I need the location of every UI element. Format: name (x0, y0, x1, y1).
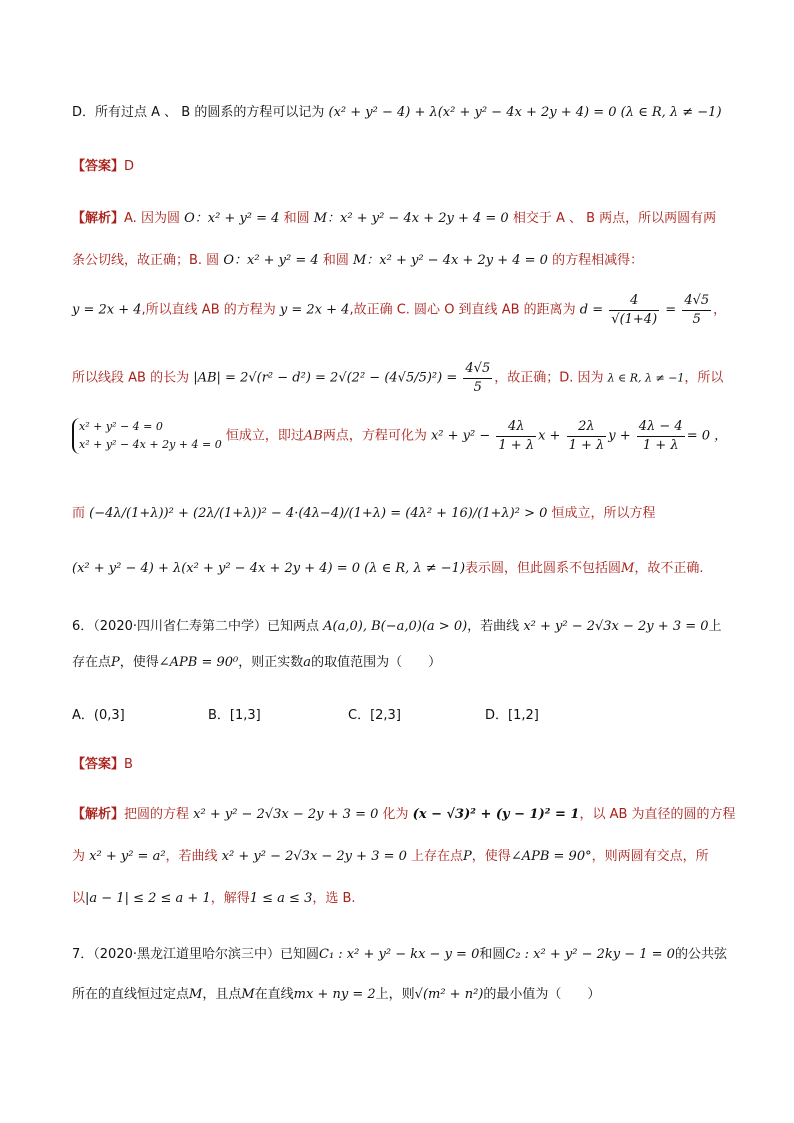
fraction (609, 292, 659, 328)
analysis-2-line-2 (72, 848, 734, 866)
math-run: |AB| = 2√(r² − d²) = 2√(2² − (4√5/5)²) = (193, 370, 458, 386)
numerator: 4√5 (682, 292, 711, 311)
fraction (637, 418, 685, 454)
analysis-1-line-7 (72, 560, 734, 578)
analysis-1-line-4 (72, 360, 734, 396)
analysis-1-line-5 (72, 418, 734, 454)
answer-tag: 【答案】 (72, 159, 125, 174)
question-7-line-2 (72, 986, 734, 1004)
text-run: ，则两圆有交点，所 (591, 849, 709, 864)
text-run: ，所以 (684, 370, 724, 386)
option-c: C．[2,3] (348, 708, 401, 723)
denominator: 5 (692, 311, 701, 327)
fraction (567, 418, 607, 454)
fraction (682, 292, 711, 328)
numerator: 4√5 (463, 360, 492, 379)
denominator: 5 (473, 379, 482, 395)
text-run: 的方程相减得： (552, 253, 644, 268)
question-6-line-1 (72, 618, 734, 636)
math-run: P (463, 849, 472, 864)
math-run: = (665, 302, 677, 318)
analysis-1-line-1 (72, 210, 734, 228)
math-run: y = 2x + 4 (279, 302, 350, 318)
text-run: 恒成立，即过 (225, 428, 304, 444)
text-run: ，故不正确. (634, 561, 704, 576)
text-run: 两点，方程可化为 (322, 428, 427, 444)
text-run: ，解得 (210, 891, 250, 906)
text-run: 的最小值为（ ） (483, 987, 601, 1002)
text-run: 6．（2020·四川省仁寿第二中学）已知两点 (72, 619, 319, 634)
math-run: y + (608, 428, 631, 444)
numerator: 2λ (567, 418, 607, 437)
text-run: 化为 (382, 807, 409, 822)
math-run: x² + y² − (430, 428, 491, 444)
answer-tag: 【答案】 (72, 757, 125, 772)
text-run: ，使得 (471, 849, 511, 864)
text-run: 7．（2020·黑龙江道里哈尔滨三中）已知圆 (72, 947, 319, 962)
analysis-1-line-6 (72, 505, 734, 523)
option-b: B．[1,3] (208, 708, 261, 723)
denominator: 1 + λ (568, 437, 605, 453)
math-run: = 0 ， (686, 428, 728, 444)
text-run: 所在的直线恒过定点 (72, 987, 190, 1002)
math-run: M：x² + y² − 4x + 2y + 4 = 0 (313, 211, 509, 226)
text-run: ，则正实数 (238, 655, 304, 670)
equation-system (72, 418, 222, 453)
analysis-2-line-3 (72, 890, 734, 908)
text-run: ，且点 (202, 987, 242, 1002)
answer-2 (72, 756, 734, 774)
analysis-1-line-2 (72, 252, 734, 270)
math-run: d = (579, 302, 604, 318)
text-run: 恒成立，所以方程 (551, 506, 656, 521)
option-d-formula: (x² + y² − 4) + λ(x² + y² − 4x + 2y + 4) = 0 (λ ∈ R, λ ≠ −1) (328, 105, 722, 120)
fraction (496, 418, 536, 454)
math-run: mx + ny = 2 (293, 987, 376, 1002)
math-run: |a − 1| ≤ 2 ≤ a + 1 (85, 891, 211, 906)
text-run: 存在点 (72, 655, 112, 670)
math-run: 1 ≤ a ≤ 3 (249, 891, 313, 906)
answer-1 (72, 158, 734, 176)
math-run: x² + y² − 2√3x − 2y + 3 = 0 (193, 807, 379, 822)
math-run: x² + y² = a² (89, 849, 166, 864)
denominator: 1 + λ (498, 437, 535, 453)
system-eq-1: x² + y² − 4 = 0 (79, 420, 163, 434)
text-run: 和圆 (283, 211, 310, 226)
math-run: x + (538, 428, 561, 444)
text-run: ，若曲线 (467, 619, 520, 634)
math-run: C₂ : x² + y² − 2ky − 1 = 0 (505, 947, 675, 962)
system-eq-2: x² + y² − 4x + 2y + 4 = 0 (79, 438, 222, 452)
math-run: M (189, 987, 203, 1002)
analysis-tag: 【解析】 (72, 807, 125, 822)
text-run: 和圆 (322, 253, 349, 268)
math-run: (−4λ/(1+λ))² + (2λ/(1+λ))² − 4·(4λ−4)/(1+λ) = (4λ² + 16)/(1+λ)² > 0 (89, 506, 548, 521)
option-d-text: D．所有过点 A 、 B 的圆系的方程可以记为 (72, 105, 325, 120)
text-run: 和圆 (479, 947, 506, 962)
math-run: √(m² + n²) (414, 987, 484, 1002)
math-run: a (303, 655, 312, 670)
math-run: O：x² + y² = 4 (223, 253, 319, 268)
text-run: 上存在点 (411, 849, 464, 864)
option-a: A．(0,3] (72, 708, 125, 723)
text-run: 在直线 (254, 987, 294, 1002)
text-run: 条公切线，故正确；B. 圆 (72, 253, 220, 268)
numerator: 4λ (496, 418, 536, 437)
question-6-line-2 (72, 654, 734, 672)
text-run: 为 (72, 849, 86, 864)
option-d: D．[1,2] (485, 708, 539, 723)
denominator: 1 + λ (642, 437, 679, 453)
text-run: ，故正确；D. 因为 (494, 370, 604, 386)
text-run: 所以线段 AB 的长为 (72, 370, 190, 386)
math-run: (x − √3)² + (y − 1)² = 1 (412, 807, 580, 822)
numerator: 4λ − 4 (637, 418, 685, 437)
analysis-2-line-1 (72, 806, 734, 824)
text-run: ,所以直线 AB 的方程为 (141, 302, 276, 318)
text-run: 上 (708, 619, 722, 634)
math-run: x² + y² − 2√3x − 2y + 3 = 0 (523, 619, 709, 634)
math-run: M (621, 561, 635, 576)
answer-value: D (124, 159, 135, 174)
text-run: ， (713, 302, 727, 318)
text-run: 的公共弦 (674, 947, 727, 962)
text-run: ，若曲线 (165, 849, 218, 864)
math-run: C₁ : x² + y² − kx − y = 0 (319, 947, 480, 962)
math-run: O：x² + y² = 4 (184, 211, 280, 226)
text-run: 把圆的方程 (124, 807, 190, 822)
text-run: 表示圆，但此圆系不包括圆 (465, 561, 622, 576)
math-run: ∠APB = 90° (510, 849, 592, 864)
text-run: ，以 AB 为直径的圆的方程 (579, 807, 736, 822)
question-7-line-1 (72, 946, 734, 964)
math-run: M (241, 987, 255, 1002)
analysis-tag: 【解析】 (72, 211, 125, 226)
text-run: 的取值范围为（ ） (311, 655, 442, 670)
denominator: √(1+4) (611, 311, 658, 327)
math-run: P (111, 655, 120, 670)
text-run: ,故正确 C. 圆心 O 到直线 AB 的距离为 (349, 302, 576, 318)
text-run: ，选 B. (312, 891, 356, 906)
answer-value: B (124, 757, 133, 772)
math-run: M：x² + y² − 4x + 2y + 4 = 0 (352, 253, 548, 268)
text-run: A. 因为圆 (124, 211, 180, 226)
math-run: AB (303, 428, 323, 444)
text-run: 相交于 A 、 B 两点，所以两圆有两 (512, 211, 717, 226)
text-run: 上，则 (375, 987, 415, 1002)
analysis-1-line-3 (72, 292, 734, 328)
math-run: y = 2x + 4 (72, 302, 142, 318)
text-run: 以 (72, 891, 86, 906)
math-run: ∠APB = 90⁰ (158, 655, 239, 670)
math-run: A(a,0), B(−a,0)(a > 0) (323, 619, 468, 634)
text-run: ，使得 (119, 655, 159, 670)
fraction (463, 360, 492, 396)
math-run: (x² + y² − 4) + λ(x² + y² − 4x + 2y + 4) = 0 (λ ∈ R, λ ≠ −1) (72, 561, 466, 576)
numerator: 4 (609, 292, 659, 311)
option-d-line (72, 104, 734, 122)
math-run: λ ∈ R, λ ≠ −1 (607, 371, 685, 385)
math-run: x² + y² − 2√3x − 2y + 3 = 0 (221, 849, 407, 864)
text-run: 而 (72, 506, 86, 521)
